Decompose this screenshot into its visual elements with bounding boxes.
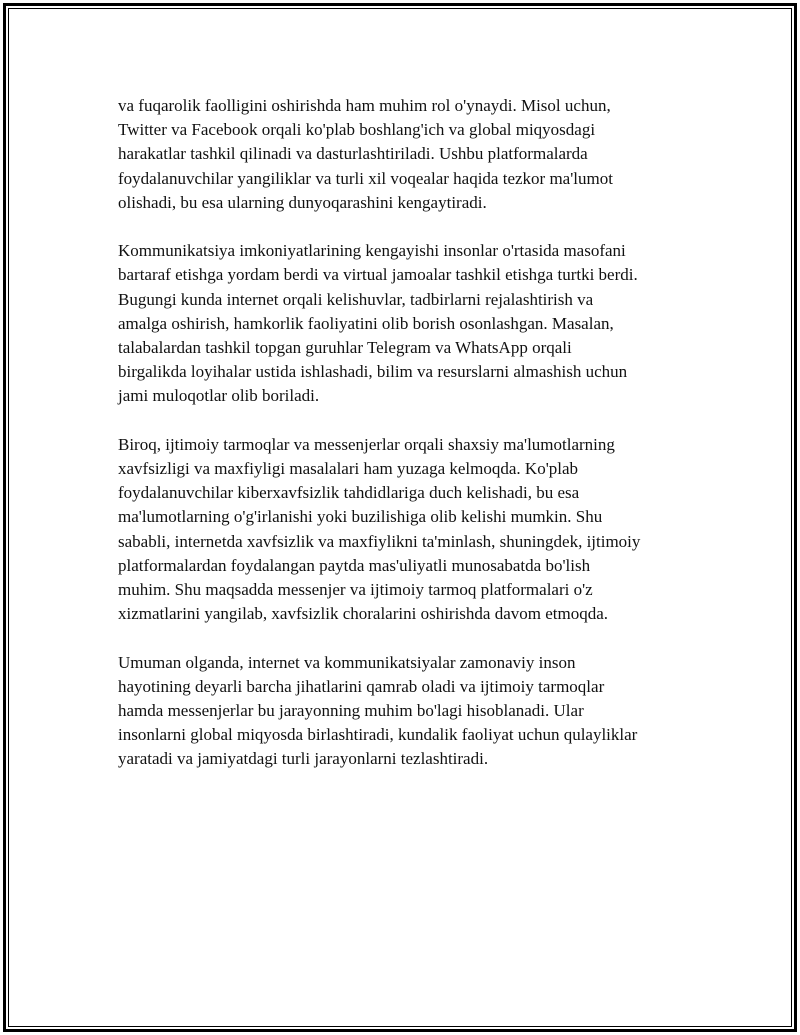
text-line: Twitter va Facebook orqali ko'plab boshlang'ich va global miqyosdagi (118, 120, 596, 140)
text-line: Biroq, ijtimoiy tarmoqlar va messenjerlar orqali shaxsiy ma'lumotlarning (118, 434, 615, 454)
text-line: olishadi, bu esa ularning dunyoqarashini kengaytiradi. (118, 192, 487, 212)
text-line: sababli, internetda xavfsizlik va maxfiylikni ta'minlash, shuningdek, ijtimoiy (118, 531, 641, 551)
text-line: platformalardan foydalangan paytda mas'uliyatli munosabatda bo'lish (118, 555, 591, 575)
paragraph-1 (118, 94, 688, 215)
text-line: foydalanuvchilar kiberxavfsizlik tahdidlariga duch kelishadi, bu esa (118, 483, 580, 503)
paragraph-4 (118, 651, 688, 772)
document-body (118, 94, 688, 796)
text-line: muhim. Shu maqsadda messenjer va ijtimoiy tarmoq platformalari o'z (118, 580, 593, 600)
text-line: hayotining deyarli barcha jihatlarini qamrab oladi va ijtimoiy tarmoqlar (118, 676, 605, 696)
text-line: Bugungi kunda internet orqali kelishuvlar, tadbirlarni rejalashtirish va (118, 289, 594, 309)
paragraph-2 (118, 239, 688, 408)
text-line: birgalikda loyihalar ustida ishlashadi, bilim va resurslarni almashish uchun (118, 362, 628, 382)
text-line: jami muloqotlar olib boriladi. (118, 386, 320, 406)
text-line: bartaraf etishga yordam berdi va virtual jamoalar tashkil etishga turtki berdi. (118, 265, 638, 285)
text-line: va fuqarolik faolligini oshirishda ham muhim rol o'ynaydi. Misol uchun, (118, 96, 611, 115)
text-line: Kommunikatsiya imkoniyatlarining kengayishi insonlar o'rtasida masofani (118, 241, 626, 261)
text-line: ma'lumotlarning o'g'irlanishi yoki buzilishiga olib kelishi mumkin. Shu (118, 507, 603, 527)
text-line: hamda messenjerlar bu jarayonning muhim bo'lagi hisoblanadi. Ular (118, 701, 584, 721)
text-line: Umuman olganda, internet va kommunikatsiyalar zamonaviy inson (118, 652, 576, 672)
text-line: xizmatlarini yangilab, xavfsizlik choralarini oshirishda davom etmoqda. (118, 604, 609, 624)
text-line: harakatlar tashkil qilinadi va dasturlashtiriladi. Ushbu platformalarda (118, 144, 588, 164)
text-line: insonlarni global miqyosda birlashtiradi, kundalik faoliyat uchun qulayliklar (118, 725, 638, 745)
text-line: yaratadi va jamiyatdagi turli jarayonlarni tezlashtiradi. (118, 749, 489, 769)
text-line: amalga oshirish, hamkorlik faoliyatini olib borish osonlashgan. Masalan, (118, 313, 614, 333)
text-line: foydalanuvchilar yangiliklar va turli xil voqealar haqida tezkor ma'lumot (118, 168, 613, 188)
text-line: xavfsizligi va maxfiyligi masalalari ham yuzaga kelmoqda. Ko'plab (118, 459, 579, 479)
text-line: talabalardan tashkil topgan guruhlar Telegram va WhatsApp orqali (118, 338, 572, 358)
paragraph-3 (118, 433, 688, 627)
